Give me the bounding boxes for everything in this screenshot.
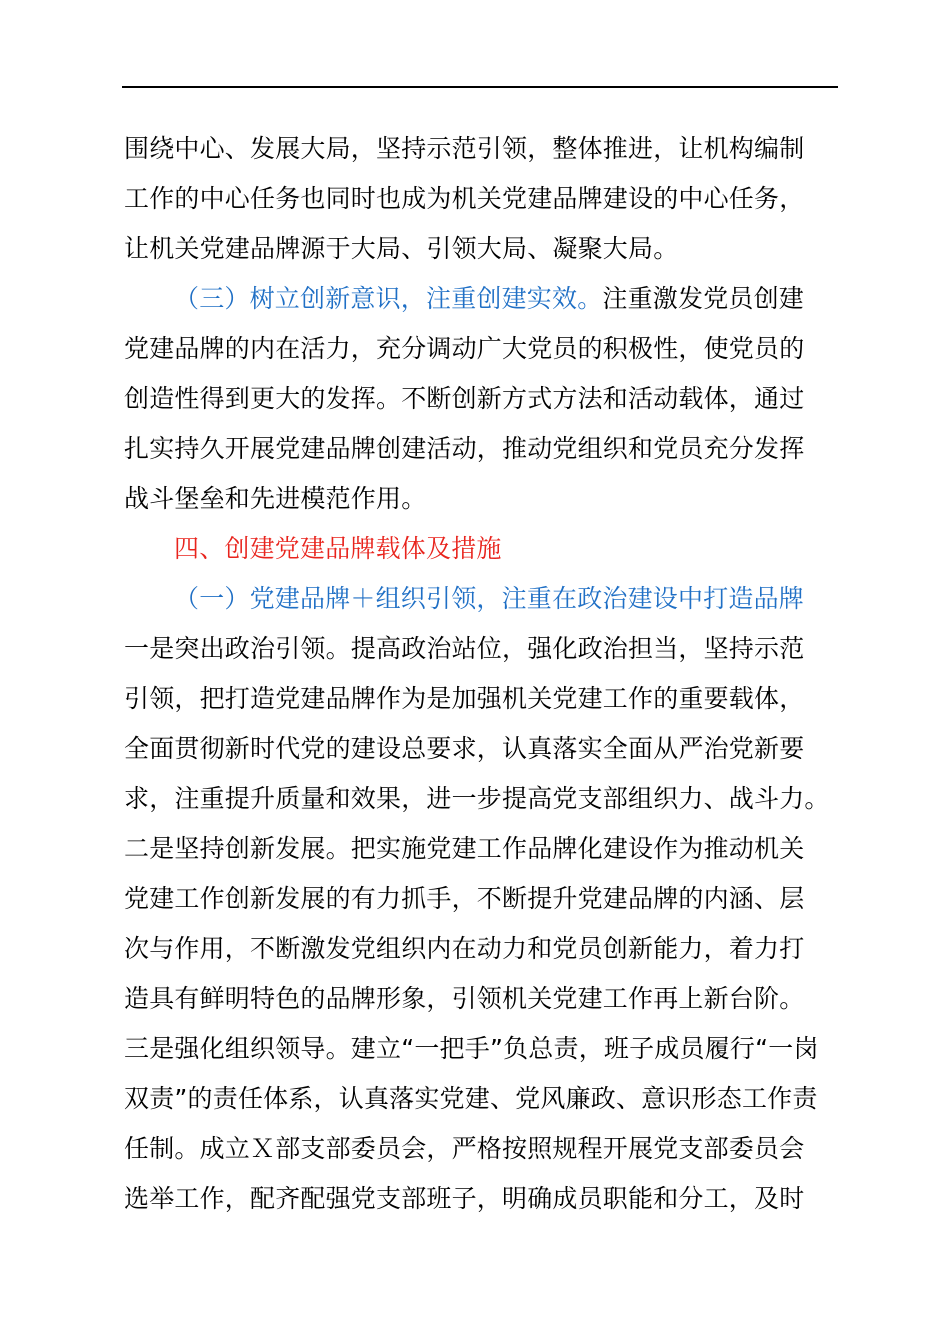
paragraph-text: 注重激发党员创建 xyxy=(602,284,805,313)
paragraph-line: 任制。成立Ｘ部支部委员会，严格按照规程开展党支部委员会 xyxy=(124,1134,805,1163)
subheading-text: （三）树立创新意识，注重创建实效。 xyxy=(174,284,603,313)
paragraph-line: 全面贯彻新时代党的建设总要求，认真落实全面从严治党新要 xyxy=(124,734,805,763)
paragraph-line: 引领，把打造党建品牌作为是加强机关党建工作的重要载体， xyxy=(124,684,805,713)
section-heading: 四、创建党建品牌载体及措施 xyxy=(174,534,502,563)
paragraph-line: 双责”的责任体系，认真落实党建、党风廉政、意识形态工作责 xyxy=(124,1084,818,1113)
paragraph-line: 工作的中心任务也同时也成为机关党建品牌建设的中心任务， xyxy=(124,184,805,213)
paragraph-line: 求，注重提升质量和效果，进一步提高党支部组织力、战斗力。 xyxy=(124,784,830,813)
paragraph-line: 党建工作创新发展的有力抓手，不断提升党建品牌的内涵、层 xyxy=(124,884,805,913)
paragraph-line: 战斗堡垒和先进模范作用。 xyxy=(124,484,427,513)
paragraph-line: 围绕中心、发展大局，坚持示范引领，整体推进，让机构编制 xyxy=(124,134,805,163)
paragraph-line: 三是强化组织领导。建立“一把手”负总责，班子成员履行“一岗 xyxy=(124,1034,819,1063)
paragraph-line: 创造性得到更大的发挥。不断创新方式方法和活动载体，通过 xyxy=(124,384,805,413)
paragraph-line: 选举工作，配齐配强党支部班子，明确成员职能和分工，及时 xyxy=(124,1184,805,1213)
document-body xyxy=(124,124,844,1224)
paragraph-line: 造具有鲜明特色的品牌形象，引领机关党建工作再上新台阶。 xyxy=(124,984,805,1013)
subheading-line: （一）党建品牌＋组织引领，注重在政治建设中打造品牌 xyxy=(174,584,805,613)
subheading-line xyxy=(124,274,844,324)
header-rule xyxy=(122,86,838,88)
paragraph-line: 让机关党建品牌源于大局、引领大局、凝聚大局。 xyxy=(124,234,679,263)
paragraph-line: 二是坚持创新发展。把实施党建工作品牌化建设作为推动机关 xyxy=(124,834,805,863)
paragraph-line: 扎实持久开展党建品牌创建活动，推动党组织和党员充分发挥 xyxy=(124,434,805,463)
paragraph-line: 次与作用，不断激发党组织内在动力和党员创新能力，着力打 xyxy=(124,934,805,963)
paragraph-line: 党建品牌的内在活力，充分调动广大党员的积极性，使党员的 xyxy=(124,334,805,363)
paragraph-line: 一是突出政治引领。提高政治站位，强化政治担当，坚持示范 xyxy=(124,634,805,663)
